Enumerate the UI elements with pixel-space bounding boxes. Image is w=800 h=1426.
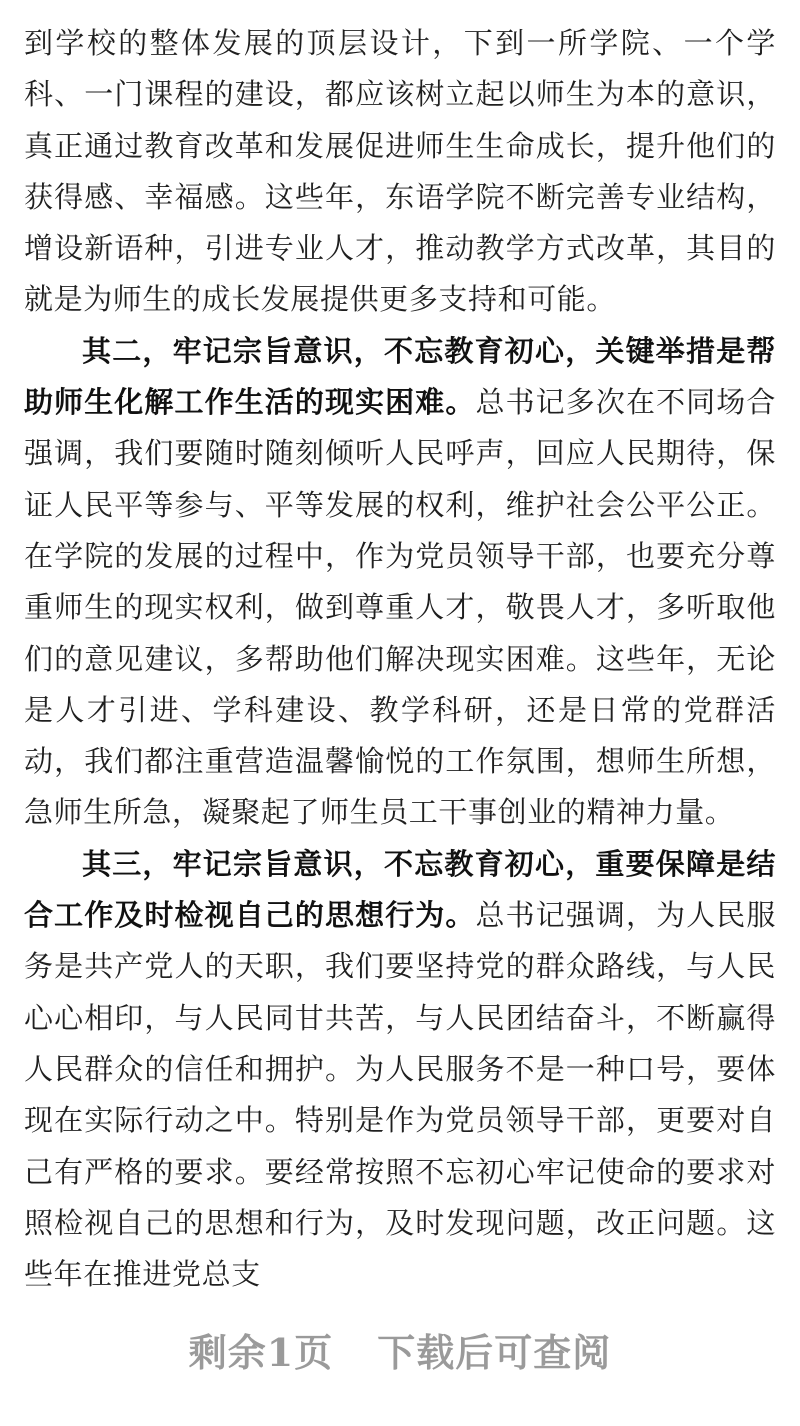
paragraph-1-text: 到学校的整体发展的顶层设计，下到一所学院、一个学科、一门课程的建设，都应该树立起以师生为本的意识，真正通过教育改革和发展促进师生生命成长，提升他们的获得感、幸福感。这些年，东语学院不断完善专业结构，增设新语种，引进专业人才，推动教学方式改革，其目的就是为师生的成长发展提供更多支持和可能。: [24, 26, 776, 317]
paragraph-3-heading: 其三，牢记宗旨意识，不忘教育初心，重要保障是结合工作及时检视自己的思想行为。: [24, 846, 776, 933]
document-body: [24, 18, 776, 1300]
paragraph-2-heading: 其二，牢记宗旨意识，不忘教育初心，关键举措是帮助师生化解工作生活的现实困难。: [24, 333, 776, 420]
remaining-pages-label: 剩余1页: [188, 1330, 334, 1375]
paragraph-3-text: 总书记强调，为人民服务是共产党人的天职，我们要坚持党的群众路线，与人民心心相印，与人民同甘共苦，与人民团结奋斗，不断赢得人民群众的信任和拥护。为人民服务不是一种口号，要体现在实际行动之中。特别是作为党员领导干部，更要对自己有严格的要求。要经常按照不忘初心牢记使命的要求对照检视自己的思想和行为，及时发现问题，改正问题。这些年在推进党总支: [24, 898, 776, 1292]
paragraph-2-text: 总书记多次在不同场合强调，我们要随时随刻倾听人民呼声，回应人民期待，保证人民平等参与、平等发展的权利，维护社会公平公正。在学院的发展的过程中，作为党员领导干部，也要充分尊重师生的现实权利，做到尊重人才，敬畏人才，多听取他们的意见建议，多帮助他们解决现实困难。这些年，无论是人才引进、学科建设、教学科研，还是日常的党群活动，我们都注重营造温馨愉悦的工作氛围，想师生所想，急师生所急，凝聚起了师生员工干事创业的精神力量。: [24, 385, 776, 830]
paragraph-3: [24, 839, 776, 1301]
download-hint-label: 下载后可查阅: [377, 1330, 612, 1375]
paragraph-1: [24, 18, 776, 326]
download-prompt[interactable]: [0, 1322, 800, 1377]
paragraph-2: [24, 326, 776, 839]
